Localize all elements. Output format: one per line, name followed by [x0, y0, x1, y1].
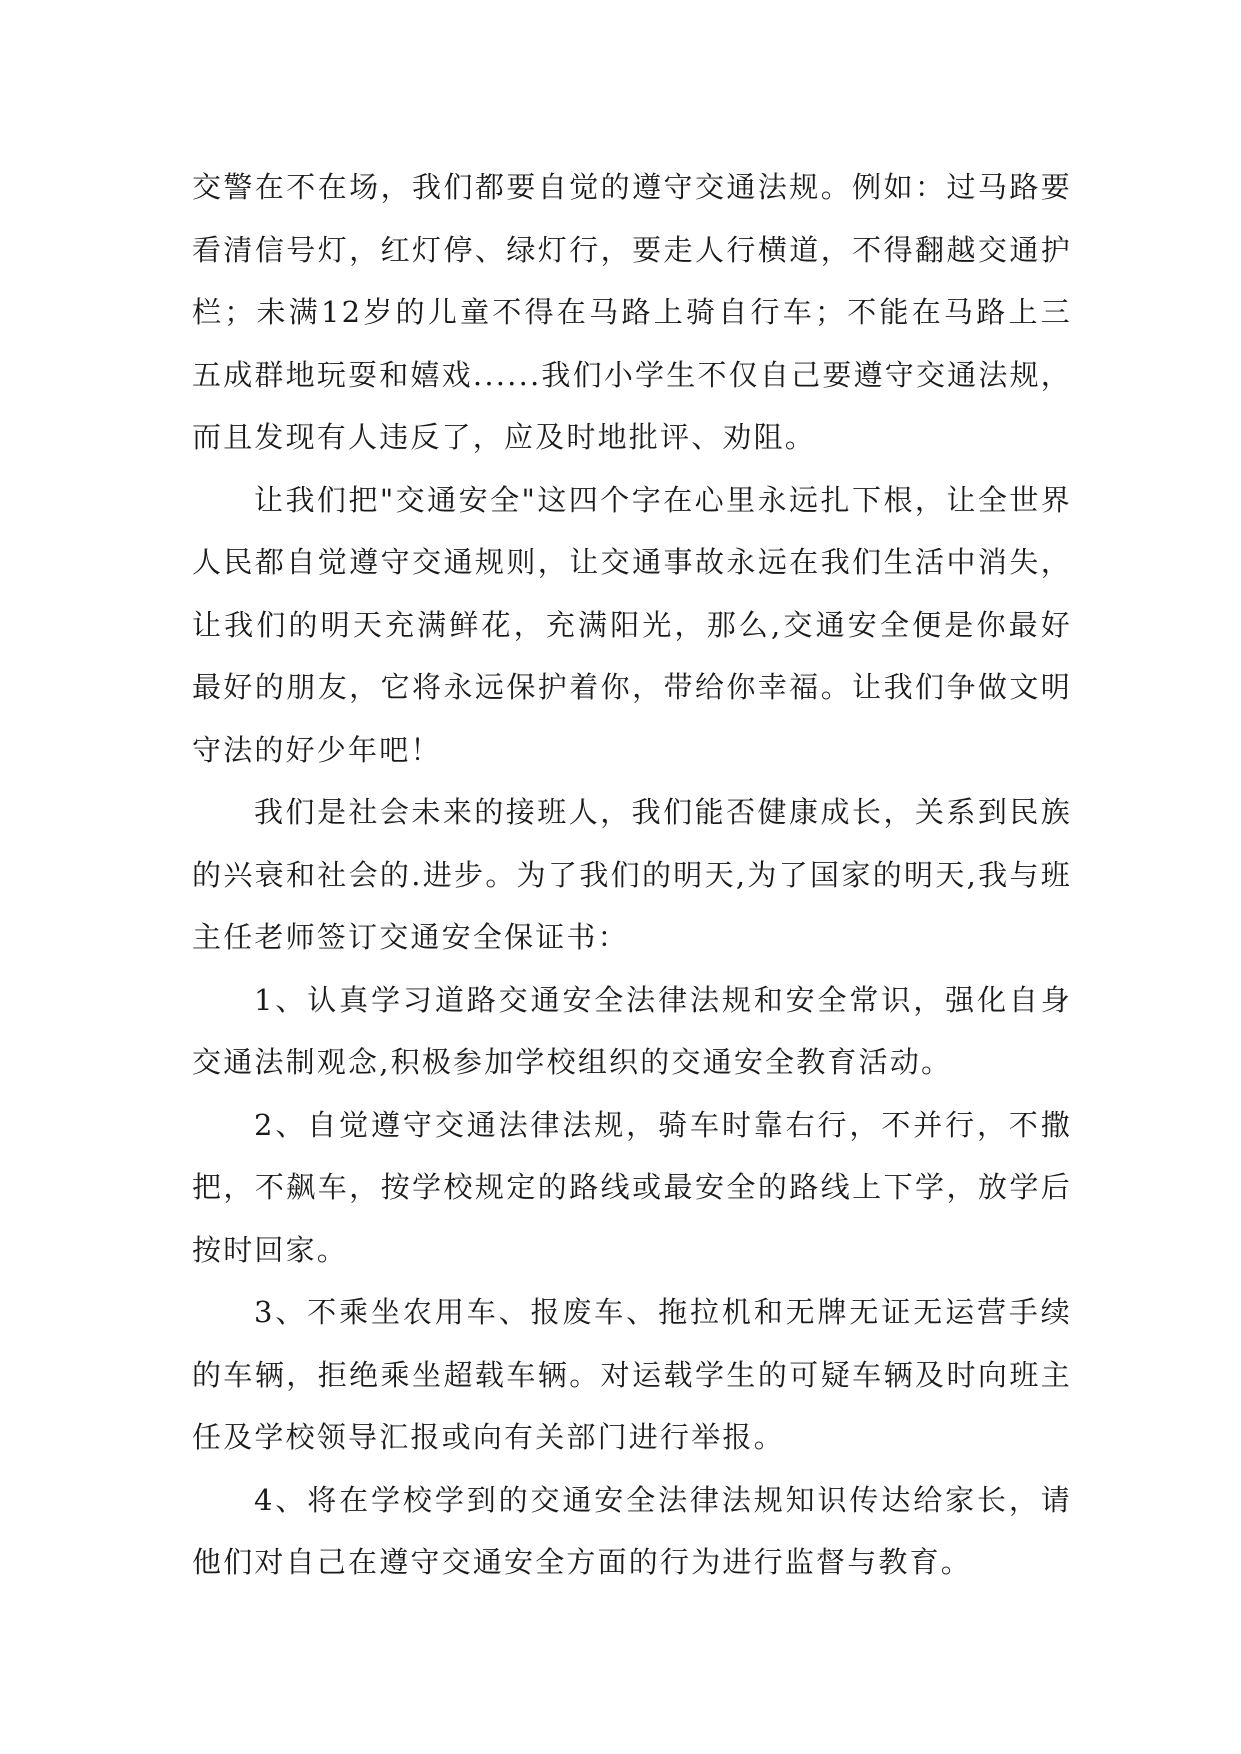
paragraph-pledge-intro: 我们是社会未来的接班人，我们能否健康成长，关系到民族的兴衰和社会的.进步。为了我们的明天,为了国家的明天,我与班主任老师签订交通安全保证书：: [192, 795, 1072, 954]
pledge-item-2: 2、自觉遵守交通法律法规，骑车时靠右行，不并行，不撒把，不飙车，按学校规定的路线或最安全的路线上下学，放学后按时回家。: [192, 1107, 1072, 1267]
pledge-item-1: 1、认真学习道路交通安全法律法规和安全常识，强化自身交通法制观念,积极参加学校组织的交通安全教育活动。: [192, 982, 1072, 1079]
paragraph-intro-continuation: 交警在不在场，我们都要自觉的遵守交通法规。例如：过马路要看清信号灯，红灯停、绿灯行，要走人行横道，不得翻越交通护栏；未满12岁的儿童不得在马路上骑自行车；不能在马路上三五成群地玩耍和嬉戏......我们小学生不仅自己要遵守交通法规，而且发现有人违反了，应及时地批评、劝阻。: [192, 170, 1072, 454]
document-body: [192, 156, 1072, 1594]
pledge-item-4: 4、将在学校学到的交通安全法律法规知识传达给家长，请他们对自己在遵守交通安全方面的行为进行监督与教育。: [192, 1482, 1072, 1579]
pledge-item-3: 3、不乘坐农用车、报废车、拖拉机和无牌无证无运营手续的车辆，拒绝乘坐超载车辆。对运载学生的可疑车辆及时向班主任及学校领导汇报或向有关部门进行举报。: [192, 1295, 1072, 1454]
paragraph-traffic-safety-appeal: 让我们把"交通安全"这四个字在心里永远扎下根，让全世界人民都自觉遵守交通规则，让交通事故永远在我们生活中消失，让我们的明天充满鲜花，充满阳光，那么,交通安全便是你最好最好的朋友，它将永远保护着你，带给你幸福。让我们争做文明守法的好少年吧！: [192, 482, 1072, 767]
